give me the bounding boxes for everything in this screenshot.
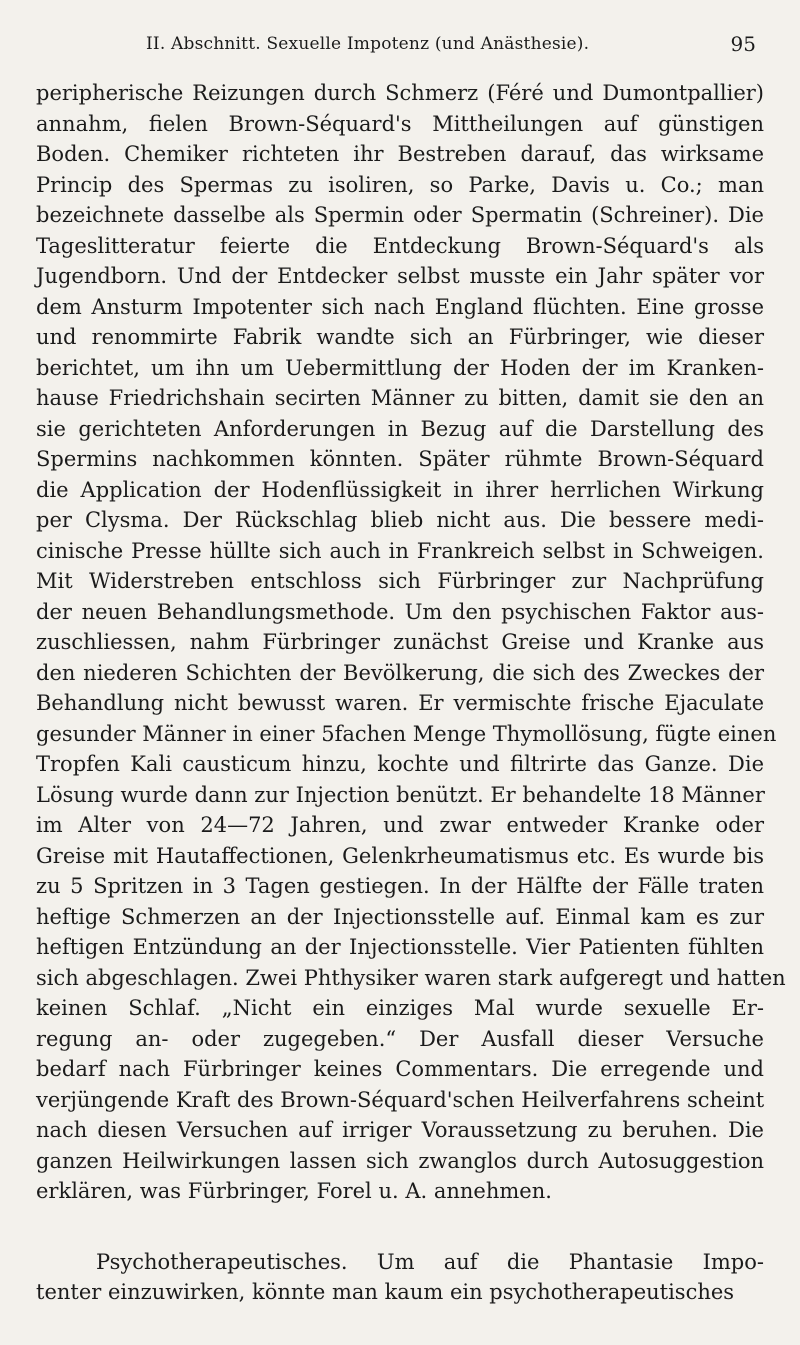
text-line: hause Friedrichshain secirten Männer zu bitten, damit sie den an <box>36 386 764 410</box>
text-line: und renommirte Fabrik wandte sich an Fürbringer, wie dieser <box>36 325 764 349</box>
text-line: Tageslitteratur feierte die Entdeckung Brown-Séquard's als <box>36 233 764 258</box>
text-line: verjüngende Kraft des Brown-Séquard'schen Heilverfahrens scheint <box>36 1087 765 1112</box>
text-line: Boden. Chemiker richteten ihr Bestreben darauf, das wirksame <box>36 142 764 166</box>
text-line: peripherische Reizungen durch Schmerz (Féré und Dumontpallier) <box>36 81 764 105</box>
body-text <box>36 78 786 1308</box>
text-line: im Alter von 24—72 Jahren, und zwar entweder Kranke oder <box>36 813 764 837</box>
text-line: heftigen Entzündung an der Injectionsstelle. Vier Patienten fühlten <box>36 935 764 959</box>
text-line: Behandlung nicht bewusst waren. Er vermischte frische Ejaculate <box>36 691 764 715</box>
text-line: nach diesen Versuchen auf irriger Voraussetzung zu beruhen. Die <box>36 1118 764 1142</box>
page-number: 95 <box>730 32 756 56</box>
text-line: der neuen Behandlungsmethode. Um den psychischen Faktor aus- <box>36 599 764 624</box>
text-line: zu 5 Spritzen in 3 Tagen gestiegen. In der Hälfte der Fälle traten <box>36 874 764 898</box>
text-line: die Application der Hodenflüssigkeit in ihrer herrlichen Wirkung <box>36 477 764 502</box>
text-line: berichtet, um ihn um Uebermittlung der Hoden der im Kranken- <box>36 355 764 380</box>
text-line: den niederen Schichten der Bevölkerung, die sich des Zweckes der <box>36 660 764 685</box>
text-line: Princip des Spermas zu isoliren, so Parke, Davis u. Co.; man <box>36 172 764 197</box>
text-line: Spermins nachkommen könnten. Später rühmte Brown-Séquard <box>36 447 764 471</box>
running-header <box>36 26 764 66</box>
text-line: heftige Schmerzen an der Injectionsstelle auf. Einmal kam es zur <box>36 904 764 929</box>
text-line: Lösung wurde dann zur Injection benützt. Er behandelte 18 Männer <box>36 782 765 807</box>
paragraph-2 <box>36 1247 764 1308</box>
text-line: Greise mit Hautaffectionen, Gelenkrheumatismus etc. Es wurde bis <box>36 843 764 868</box>
paragraph-gap <box>36 1207 764 1247</box>
text-line: annahm, fielen Brown-Séquard's Mittheilungen auf günstigen <box>36 111 764 136</box>
text-line: Mit Widerstreben entschloss sich Fürbringer zur Nachprüfung <box>36 569 764 593</box>
text-line: cinische Presse hüllte sich auch in Frankreich selbst in Schweigen. <box>36 538 764 563</box>
text-line: Tropfen Kali causticum hinzu, kochte und filtrirte das Ganze. Die <box>36 752 764 776</box>
text-line: regung an- oder zugegeben.“ Der Ausfall dieser Versuche <box>36 1026 764 1051</box>
text-line: dem Ansturm Impotenter sich nach England flüchten. Eine grosse <box>36 294 764 319</box>
paragraph-1 <box>36 78 786 1207</box>
text-line: ganzen Heilwirkungen lassen sich zwanglos durch Autosuggestion <box>36 1148 764 1173</box>
text-line: per Clysma. Der Rückschlag blieb nicht aus. Die bessere medi- <box>36 508 764 532</box>
text-line: bedarf nach Fürbringer keines Commentars. Die erregende und <box>36 1057 764 1081</box>
text-line: tenter einzuwirken, könnte man kaum ein psychotherapeutisches <box>36 1280 735 1304</box>
text-line: Psychotherapeutisches. Um auf die Phantasie Impo- <box>96 1249 764 1274</box>
text-line: gesunder Männer in einer 5fachen Menge Thymollösung, fügte einen <box>36 721 777 746</box>
text-line: sie gerichteten Anforderungen in Bezug auf die Darstellung des <box>36 416 764 441</box>
text-line: Jugendborn. Und der Entdecker selbst musste ein Jahr später vor <box>36 264 764 288</box>
text-line: erklären, was Fürbringer, Forel u. A. annehmen. <box>36 1179 552 1203</box>
text-line: zuschliessen, nahm Fürbringer zunächst Greise und Kranke aus <box>36 630 764 654</box>
text-line: sich abgeschlagen. Zwei Phthysiker waren stark aufgeregt und hatten <box>36 965 786 990</box>
text-line: bezeichnete dasselbe als Spermin oder Spermatin (Schreiner). Die <box>36 203 764 227</box>
running-title: II. Abschnitt. Sexuelle Impotenz (und Anästhesie). <box>146 34 590 54</box>
text-line: keinen Schlaf. „Nicht ein einziges Mal wurde sexuelle Er- <box>36 996 764 1020</box>
